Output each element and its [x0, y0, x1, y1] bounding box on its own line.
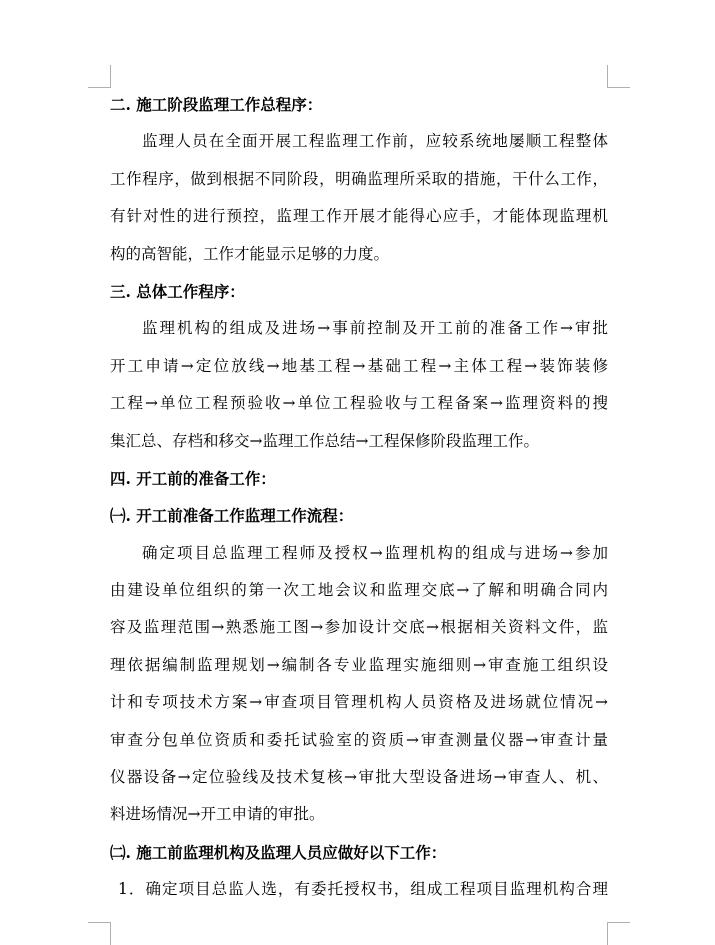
- page-corner-mark-top-right: [607, 65, 630, 88]
- section-2-line-3: 有针对性的进行预控，监理工作开展才能得心应手，才能体现监理机: [110, 207, 608, 226]
- subsection-4-1-line-3: 容及监理范围→熟悉施工图→参加设计交底→根据相关资料文件，监: [110, 618, 608, 637]
- subsection-4-1-line-2: 由建设单位组织的第一次工地会议和监理交底→了解和明确合同内: [110, 581, 608, 600]
- section-2-line-1: 监理人员在全面开展工程监理工作前，应较系统地屡顺工程整体: [142, 132, 608, 151]
- section-2-line-2: 工作程序，做到根据不同阶段，明确监理所采取的措施，干什么工作，: [110, 169, 608, 188]
- subsection-4-1-line-6: 审查分包单位资质和委托试验室的资质→审查测量仪器→审查计量: [110, 730, 608, 749]
- subsection-4-2-item-1: 1．确定项目总监人选，有委托授权书，组成工程项目监理机构合理: [118, 880, 608, 899]
- page-corner-mark-top-left: [88, 65, 111, 88]
- subsection-4-1-line-4: 理依据编制监理规划→编制各专业监理实施细则→审查施工组织设: [110, 655, 608, 674]
- section-3-line-1: 监理机构的组成及进场→事前控制及开工前的准备工作→审批: [142, 319, 608, 338]
- subsection-4-1-line-5: 计和专项技术方案→审查项目管理机构人员资格及进场就位情况→: [110, 693, 608, 712]
- subsection-4-1-heading: ㈠. 开工前准备工作监理工作流程：: [110, 506, 354, 526]
- section-3-line-2: 开工申请→定位放线→地基工程→基础工程→主体工程→装饰装修: [110, 356, 608, 375]
- section-4-heading: 四. 开工前的准备工作：: [110, 468, 276, 488]
- section-2-heading: 二. 施工阶段监理工作总程序：: [110, 95, 323, 114]
- page-corner-mark-bottom-right: [607, 922, 630, 945]
- subsection-4-1-line-8: 料进场情况→开工申请的审批。: [110, 805, 325, 824]
- section-3-line-3: 工程→单位工程预验收→单位工程验收与工程备案→监理资料的搜: [110, 394, 608, 413]
- section-3-line-4: 集汇总、存档和移交→监理工作总结→工程保修阶段监理工作。: [110, 431, 539, 450]
- document-page: [110, 86, 608, 909]
- subsection-4-2-heading: ㈡. 施工前监理机构及监理人员应做好以下工作：: [110, 842, 447, 862]
- subsection-4-1-line-1: 确定项目总监理工程师及授权→监理机构的组成与进场→参加: [142, 543, 608, 562]
- section-2-line-4: 构的高智能，工作才能显示足够的力度。: [110, 244, 390, 263]
- section-3-heading: 三. 总体工作程序：: [110, 281, 245, 301]
- subsection-4-1-line-7: 仪器设备→定位验线及技术复核→审批大型设备进场→审查人、机、: [110, 768, 608, 787]
- page-corner-mark-bottom-left: [88, 922, 111, 945]
